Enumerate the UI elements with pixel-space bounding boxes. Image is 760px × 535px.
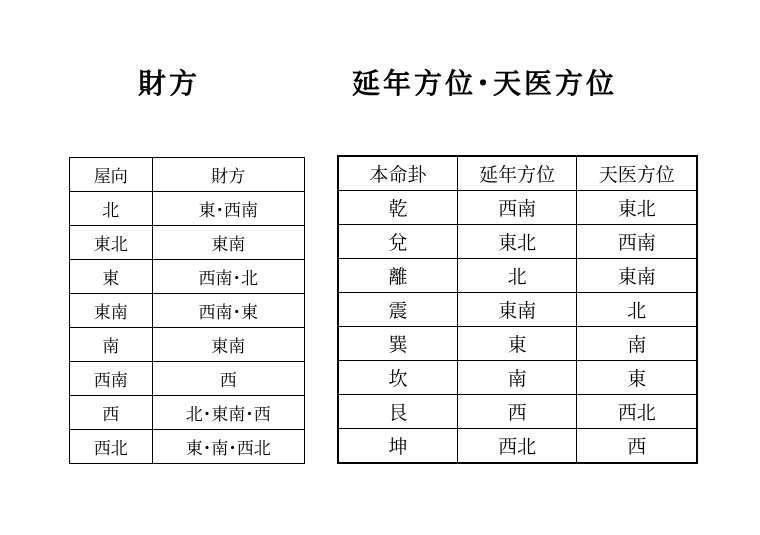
table-row	[338, 361, 697, 395]
health-direction-cell: 東	[577, 361, 697, 395]
house-facing-cell: 西	[70, 396, 153, 430]
wealth-direction-cell: 東南	[152, 328, 304, 362]
health-direction-cell: 西南	[577, 225, 697, 259]
table-row	[338, 259, 697, 293]
wealth-direction-cell: 東･南･西北	[152, 430, 304, 464]
life-trigram-cell: 巽	[338, 327, 457, 361]
column-header-health-direction: 天医方位	[577, 156, 697, 191]
longevity-direction-cell: 東北	[457, 225, 577, 259]
wealth-direction-cell: 東南	[152, 226, 304, 260]
life-trigram-cell: 離	[338, 259, 457, 293]
health-direction-cell: 南	[577, 327, 697, 361]
column-header-wealth-direction: 財方	[152, 158, 304, 192]
life-trigram-cell: 震	[338, 293, 457, 327]
life-trigram-cell: 坎	[338, 361, 457, 395]
house-facing-cell: 南	[70, 328, 153, 362]
longevity-health-direction-table	[337, 155, 698, 464]
wealth-direction-cell: 西	[152, 362, 304, 396]
table-header-row	[70, 158, 305, 192]
column-header-house-facing: 屋向	[70, 158, 153, 192]
column-header-longevity-direction: 延年方位	[457, 156, 577, 191]
wealth-direction-cell: 西南･東	[152, 294, 304, 328]
longevity-direction-cell: 西	[457, 395, 577, 429]
table-row	[338, 429, 697, 464]
longevity-direction-cell: 南	[457, 361, 577, 395]
table-row	[70, 192, 305, 226]
house-facing-cell: 西南	[70, 362, 153, 396]
health-direction-cell: 北	[577, 293, 697, 327]
table-row	[70, 396, 305, 430]
wealth-direction-cell: 東･西南	[152, 192, 304, 226]
table-row	[338, 293, 697, 327]
title-wealth-direction: 財方	[138, 67, 201, 100]
column-header-life-trigram: 本命卦	[338, 156, 457, 191]
longevity-direction-cell: 東	[457, 327, 577, 361]
health-direction-cell: 東南	[577, 259, 697, 293]
house-facing-cell: 東	[70, 260, 153, 294]
title-longevity-health-direction: 延年方位･天医方位	[352, 67, 618, 100]
table-row	[338, 395, 697, 429]
table-row	[338, 327, 697, 361]
house-facing-cell: 東北	[70, 226, 153, 260]
health-direction-cell: 東北	[577, 191, 697, 225]
table-header-row	[338, 156, 697, 191]
wealth-direction-cell: 北･東南･西	[152, 396, 304, 430]
house-facing-cell: 東南	[70, 294, 153, 328]
life-trigram-cell: 坤	[338, 429, 457, 464]
wealth-direction-table	[69, 157, 305, 464]
life-trigram-cell: 乾	[338, 191, 457, 225]
table-row	[70, 362, 305, 396]
health-direction-cell: 西	[577, 429, 697, 464]
table-row	[70, 260, 305, 294]
life-trigram-cell: 兌	[338, 225, 457, 259]
table-row	[70, 294, 305, 328]
table-row	[70, 430, 305, 464]
house-facing-cell: 北	[70, 192, 153, 226]
longevity-direction-cell: 北	[457, 259, 577, 293]
table-row	[70, 226, 305, 260]
longevity-direction-cell: 西北	[457, 429, 577, 464]
longevity-direction-cell: 東南	[457, 293, 577, 327]
health-direction-cell: 西北	[577, 395, 697, 429]
table-row	[338, 191, 697, 225]
house-facing-cell: 西北	[70, 430, 153, 464]
table-row	[70, 328, 305, 362]
life-trigram-cell: 艮	[338, 395, 457, 429]
longevity-direction-cell: 西南	[457, 191, 577, 225]
table-row	[338, 225, 697, 259]
wealth-direction-cell: 西南･北	[152, 260, 304, 294]
